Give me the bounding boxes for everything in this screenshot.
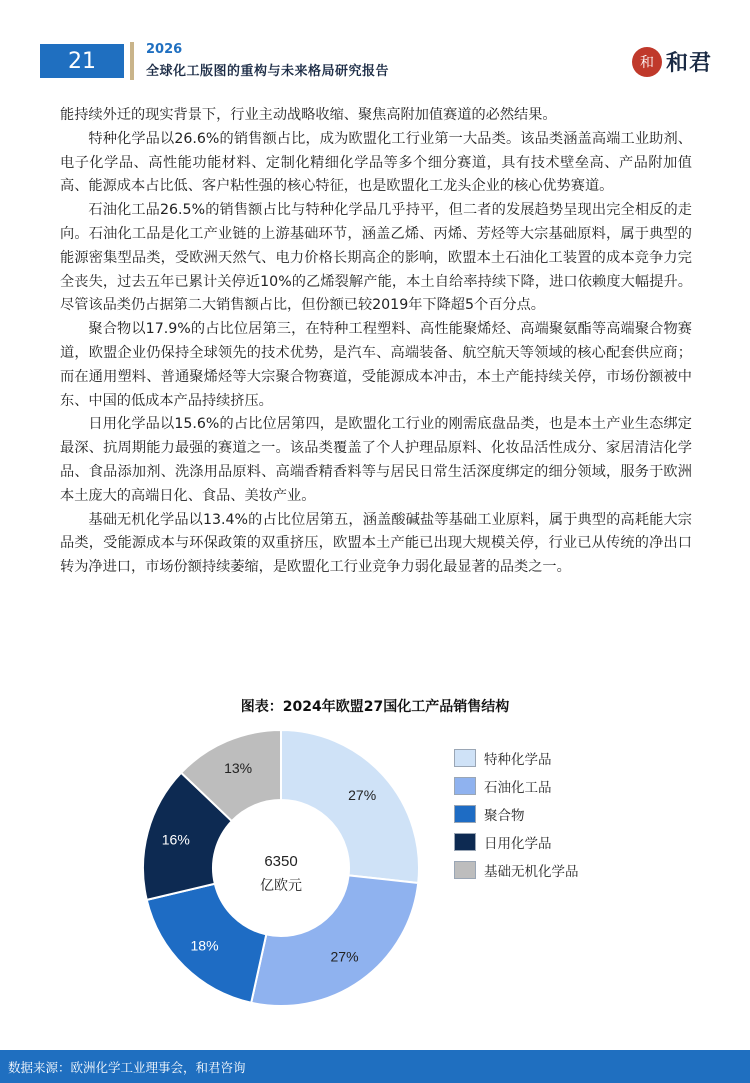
page-number: 21	[68, 48, 96, 74]
legend-item	[454, 746, 579, 770]
paragraph: 石油化工品26.5%的销售额占比与特种化学品几乎持平，但二者的发展趋势呈现出完全相反的走向。石油化工品是化工产业链的上游基础环节，涵盖乙烯、丙烯、芳烃等大宗基础原料，属于典型的能源密集型品类，受欧洲天然气、电力价格长期高企的影响，欧盟本土石油化工装置的成本竞争力完全丧失，过去五年已累计关停近10%的乙烯裂解产能，本土自给率持续下降，进口依赖度大幅提升。尽管该品类仍占据第二大销售额占比，但份额已较2019年下降超5个百分点。	[60, 202, 692, 314]
slice-data-label: 18%	[190, 937, 219, 954]
slice-data-label: 27%	[330, 948, 359, 965]
paragraph: 日用化学品以15.6%的占比位居第四，是欧盟化工行业的刚需底盘品类，也是本土产业生态绑定最深、抗周期能力最强的赛道之一。该品类覆盖了个人护理品原料、化妆品活性成分、家居清洁化学品、食品添加剂、洗涤用品原料、高端香精香料等与居民日常生活深度绑定的细分领域，服务于欧洲本土庞大的高端日化、食品、美妆产业。	[60, 416, 692, 504]
donut-center-value: 6350	[264, 853, 298, 870]
legend-swatch	[454, 861, 476, 879]
legend-label: 日用化学品	[484, 836, 552, 852]
legend-swatch	[454, 833, 476, 851]
legend-label: 石油化工品	[484, 780, 552, 796]
legend-swatch	[454, 749, 476, 767]
legend-label: 基础无机化学品	[484, 864, 579, 880]
paragraph: 基础无机化学品以13.4%的占比位居第五，涵盖酸碱盐等基础工业原料，属于典型的高耗能大宗品类，受能源成本与环保政策的双重挤压，欧盟本土产能已出现大规模关停，行业已从传统的净出口转为净进口，市场份额持续萎缩，是欧盟化工行业竞争力弱化最显著的品类之一。	[60, 511, 692, 576]
chart-legend	[454, 746, 579, 886]
legend-label: 聚合物	[484, 808, 525, 824]
slice-data-label: 16%	[161, 831, 190, 848]
donut-slice	[281, 730, 419, 883]
legend-item	[454, 858, 579, 882]
logo-text: 和君	[666, 50, 713, 76]
legend-item	[454, 802, 579, 826]
legend-item	[454, 774, 579, 798]
paragraph: 聚合物以17.9%的占比位居第三，在特种工程塑料、高性能聚烯烃、高端聚氨酯等高端聚合物赛道，欧盟企业仍保持全球领先的技术优势，是汽车、高端装备、航空航天等领域的核心配套供应商；而在通用塑料、普通聚烯烃等大宗聚合物赛道，受能源成本冲击，本土产能持续关停，市场份额被中东、中国的低成本产品持续挤压。	[60, 321, 692, 409]
donut-slice	[251, 875, 418, 1006]
slice-data-label: 13%	[224, 759, 253, 776]
report-title: 全球化工版图的重构与未来格局研究报告	[146, 64, 390, 79]
footer-bar	[0, 1050, 750, 1083]
legend-swatch	[454, 805, 476, 823]
chart-title: 图表：2024年欧盟27国化工产品销售结构	[240, 699, 510, 715]
donut-center-unit: 亿欧元	[260, 878, 302, 894]
report-year: 2026	[146, 42, 183, 57]
legend-label: 特种化学品	[484, 752, 552, 768]
data-source: 数据来源：欧洲化学工业理事会，和君咨询	[8, 1060, 246, 1075]
slice-data-label: 27%	[348, 787, 377, 804]
legend-swatch	[454, 777, 476, 795]
logo-seal-icon: 和	[632, 47, 662, 77]
legend-item	[454, 830, 579, 854]
paragraph: 能持续外迁的现实背景下，行业主动战略收缩、聚焦高附加值赛道的必然结果。	[60, 107, 557, 123]
paragraph: 特种化学品以26.6%的销售额占比，成为欧盟化工行业第一大品类。该品类涵盖高端工业助剂、电子化学品、高性能功能材料、定制化精细化学品等多个细分赛道，具有技术壁垒高、产品附加值高、能源成本占比低、客户粘性强的核心特征，也是欧盟化工龙头企业的核心优势赛道。	[60, 130, 692, 195]
